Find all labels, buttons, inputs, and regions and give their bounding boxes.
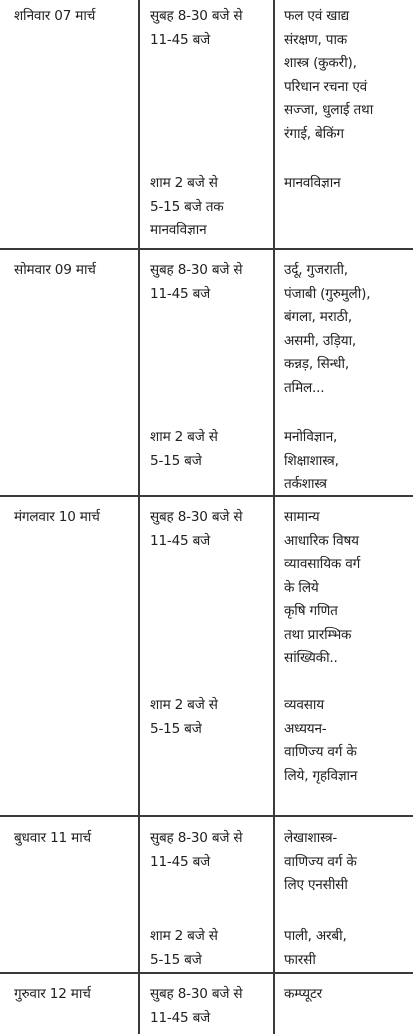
subject-cell: फल एवं खाद्य संरक्षण, पाक शास्त्र (कुकरी), परिधान रचना एवं सज्जा, धुलाई तथा रंगाई, बेकिंग: [284, 8, 374, 142]
day-cell: सोमवार 09 मार्च: [14, 262, 96, 278]
column-divider: [138, 0, 140, 1034]
subject-cell: कम्प्यूटर: [284, 986, 322, 1002]
time-cell: शाम 2 बजे से 5-15 बजे: [150, 429, 218, 469]
row-divider: [0, 815, 413, 817]
column-divider: [273, 0, 275, 1034]
subject-cell: मनोविज्ञान, शिक्षाशास्त्र, तर्कशास्त्र: [284, 429, 339, 492]
time-cell: शाम 2 बजे से 5-15 बजे तक मानवविज्ञान: [150, 175, 224, 238]
day-cell: मंगलवार 10 मार्च: [14, 509, 100, 525]
subject-cell: पाली, अरबी, फारसी: [284, 928, 347, 968]
day-cell: शनिवार 07 मार्च: [14, 8, 96, 24]
time-cell: सुबह 8-30 बजे से 11-45 बजे: [150, 986, 243, 1026]
subject-cell: लेखाशास्त्र- वाणिज्य वर्ग के लिए एनसीसी: [284, 830, 357, 893]
time-cell: सुबह 8-30 बजे से 11-45 बजे: [150, 830, 243, 870]
time-cell: सुबह 8-30 बजे से 11-45 बजे: [150, 509, 243, 549]
time-cell: सुबह 8-30 बजे से 11-45 बजे: [150, 8, 243, 48]
day-cell: गुरुवार 12 मार्च: [14, 986, 91, 1002]
time-cell: सुबह 8-30 बजे से 11-45 बजे: [150, 262, 243, 302]
subject-cell: सामान्य आधारिक विषय व्यावसायिक वर्ग के लिये कृषि गणित तथा प्रारम्भिक सांख्यिकी..: [284, 509, 361, 666]
subject-cell: मानवविज्ञान: [284, 175, 341, 191]
subject-cell: उर्दू, गुजराती, पंजाबी (गुरुमुली), बंगला, मराठी, असमी, उड़िया, कन्नड़, सिन्धी, तमिल...: [284, 262, 371, 396]
time-cell: शाम 2 बजे से 5-15 बजे: [150, 928, 218, 968]
subject-cell: व्यवसाय अध्ययन- वाणिज्य वर्ग के लिये, गृहविज्ञान: [284, 697, 358, 784]
row-divider: [0, 248, 413, 250]
day-cell: बुधवार 11 मार्च: [14, 830, 91, 846]
row-divider: [0, 972, 413, 974]
time-cell: शाम 2 बजे से 5-15 बजे: [150, 697, 218, 737]
